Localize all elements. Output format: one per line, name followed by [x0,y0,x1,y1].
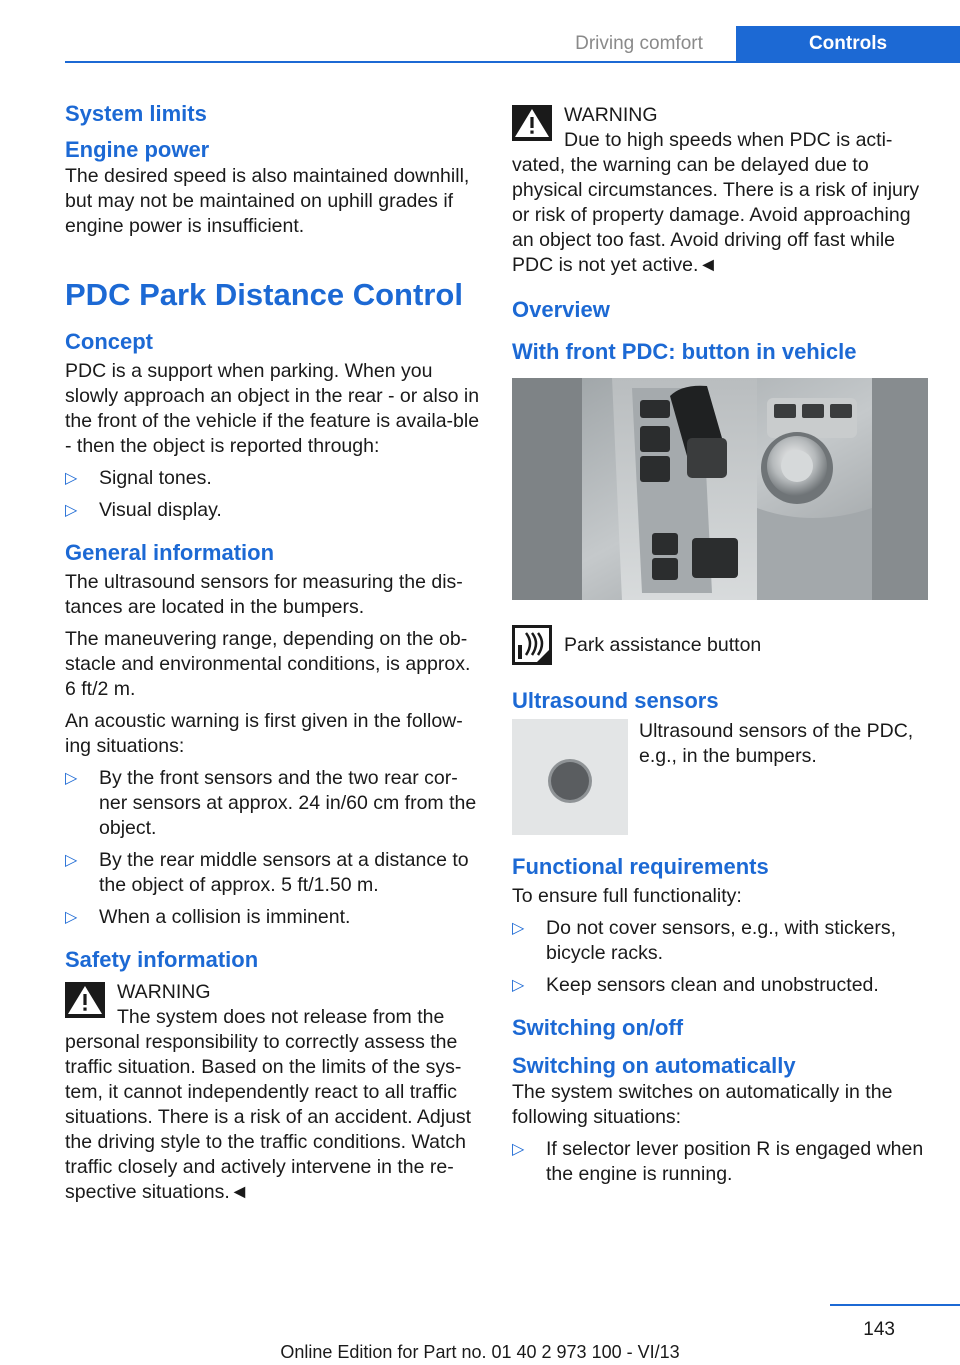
heading-overview: Overview [512,297,610,322]
warning-block [512,103,928,278]
heading-system-limits: System limits [65,101,207,126]
heading-concept: Concept [65,329,153,354]
triangle-right-icon: ▷ [65,770,78,787]
list-item [512,973,928,998]
right-column [512,100,928,1199]
list-item-text: Keep sensors clean and unobstructed. [546,974,879,996]
list-item-text: If selector lever position R is engaged when the engine is running. [546,1138,924,1185]
list-item-text: Visual display. [99,499,222,521]
list-item [65,848,481,898]
heading-safety-info: Safety information [65,947,259,972]
sensor-photo [512,719,628,835]
list-item [65,905,481,930]
triangle-right-icon: ▷ [65,852,78,869]
header-rule [65,61,960,63]
sensor-block [512,719,928,835]
header-chapter-tab: Controls [736,26,960,61]
acoustic-warning-list [65,766,481,930]
general-text-1: The ultrasound sensors for measuring the dis-tances are located in the bumpers. [65,571,463,618]
triangle-right-icon: ▷ [512,1141,525,1158]
page-number: 143 [863,1319,895,1340]
center-console-photo [512,378,928,600]
list-item-text: When a collision is imminent. [99,906,351,928]
warning-text: Due to high speeds when PDC is acti-vated, the warning can be delayed due to physical circumstances. There is a risk of injury or risk of property damage. Avoid approaching an object too fast. Avoid driving off fast while PDC is not yet active.◄ [512,129,920,276]
warning-triangle-icon [65,982,105,1018]
chapter-title: PDC Park Distance Control [65,277,463,312]
list-item-text: By the rear middle sensors at a distance to the object of approx. 5 ft/1.50 m. [99,849,469,896]
engine-power-text: The desired speed is also maintained downhill, but may not be maintained on uphill grades if engine power is insufficient. [65,165,470,237]
warning-block [65,980,481,1205]
switching-text: The system switches on automatically in the following situations: [512,1081,893,1128]
switching-list [512,1137,928,1187]
list-item [512,1137,928,1187]
functional-text: To ensure full functionality: [512,885,742,907]
warning-label: WARNING [564,104,658,126]
concept-text: PDC is a support when parking. When you slowly approach an object in the rear - or also in the front of the vehicle if the feature is availa-ble - then the object is reported through: [65,360,480,457]
triangle-right-icon: ▷ [65,502,78,519]
footer-rule [830,1304,960,1306]
list-item-text: Do not cover sensors, e.g., with stickers, bicycle racks. [546,917,897,964]
heading-engine-power: Engine power [65,137,210,162]
heading-functional-req: Functional requirements [512,854,769,879]
list-item [65,466,481,491]
general-text-2: The maneuvering range, depending on the ob-stacle and environmental conditions, is approx. 6 ft/2 m. [65,628,471,700]
heading-general-info: General information [65,540,275,565]
park-button-legend [512,625,928,665]
list-item [512,916,928,966]
list-item-text: By the front sensors and the two rear cor-ner sensors at approx. 24 in/60 cm from the object. [99,767,477,839]
functional-list [512,916,928,998]
heading-front-pdc: With front PDC: button in vehicle [512,339,857,364]
park-assist-icon [512,625,552,665]
heading-ultrasound: Ultrasound sensors [512,688,719,713]
general-text-3: An acoustic warning is first given in the follow-ing situations: [65,710,463,757]
concept-list [65,466,481,523]
warning-text: The system does not release from the personal responsibility to correctly assess the traffic situation. Based on the limits of the sys-tem, it cannot independently react to all traffic situations. There is a risk of an accident. Adjust the driving style to the traffic conditions. Watch traffic closely and actively intervene in the re-spective situations.◄ [65,1006,472,1203]
left-column [65,100,481,1215]
ultrasound-caption: Ultrasound sensors of the PDC, e.g., in the bumpers. [639,720,914,767]
list-item-text: Signal tones. [99,467,212,489]
triangle-right-icon: ▷ [65,909,78,926]
triangle-right-icon: ▷ [65,470,78,487]
triangle-right-icon: ▷ [512,977,525,994]
park-button-caption: Park assistance button [564,633,762,656]
header-section-tab: Driving comfort [575,33,703,54]
footer-edition: Online Edition for Part no. 01 40 2 973 100 - VI/13 [280,1342,680,1362]
list-item [65,498,481,523]
triangle-right-icon: ▷ [512,920,525,937]
heading-switching: Switching on/off [512,1015,684,1040]
list-item [65,766,481,841]
warning-triangle-icon [512,105,552,141]
warning-label: WARNING [117,981,211,1003]
heading-switching-auto: Switching on automatically [512,1053,796,1078]
